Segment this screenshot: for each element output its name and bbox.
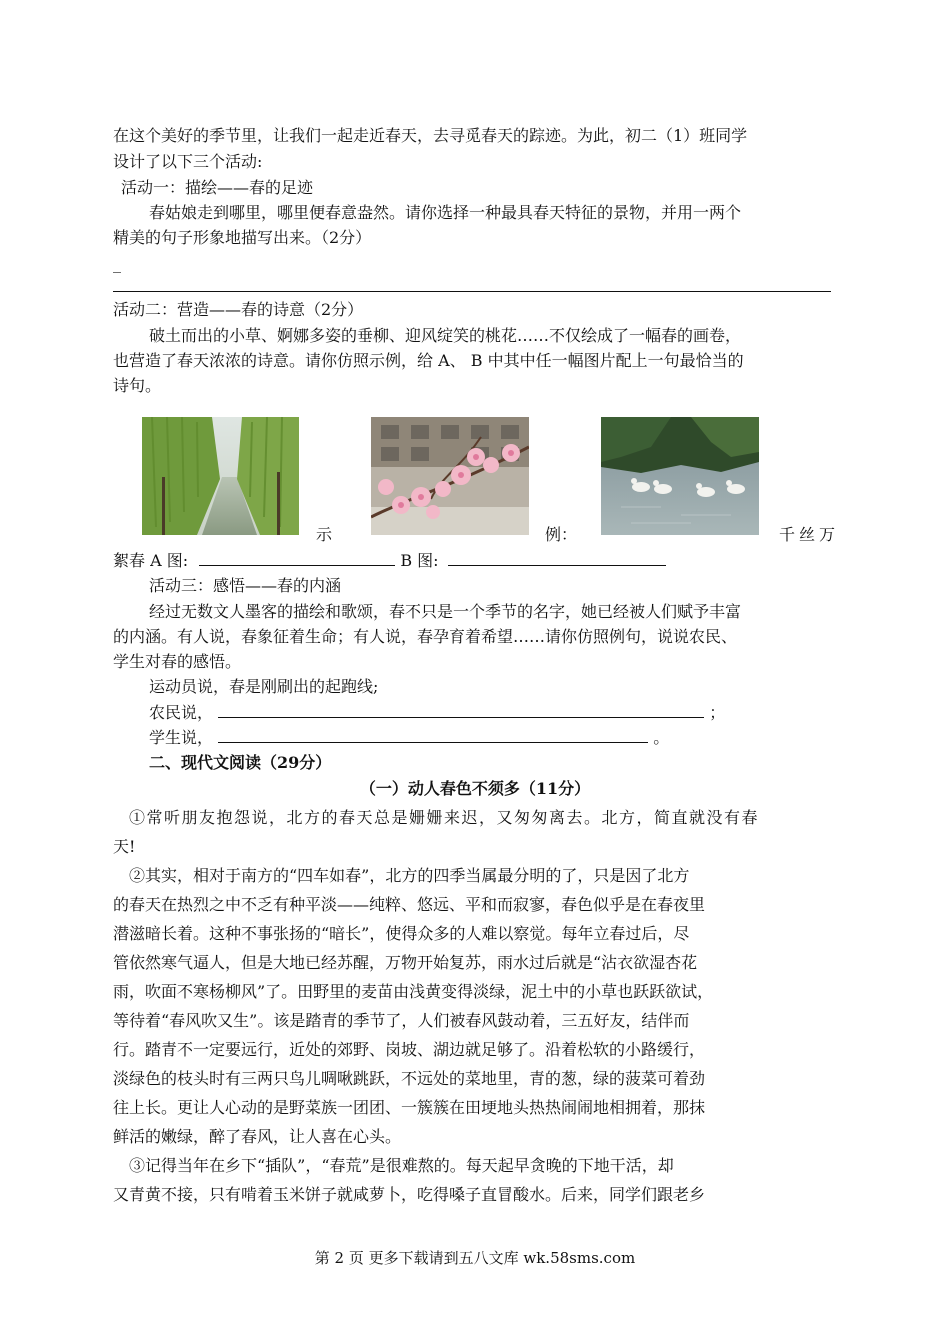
student-answer-line xyxy=(149,726,669,750)
example-label-li: 例： xyxy=(545,525,578,544)
section2-heading: 二、现代文阅读（29分） xyxy=(149,753,332,772)
article-paragraph-3 xyxy=(113,1151,843,1209)
p2-line: 潜滋暗长着。这种不事张扬的“暗长”，使得众多的人难以察觉。每年立春过后，尽 xyxy=(113,924,690,943)
intro-line-1: 在这个美好的季节里，让我们一起走近春天，去寻觅春天的踪迹。为此，初二（1）班同学 xyxy=(113,126,748,145)
student-blank xyxy=(218,726,648,743)
peach-blossom-image xyxy=(371,417,529,535)
intro-line-2: 设计了以下三个活动: xyxy=(113,152,263,171)
p2-line: 等待着“春风吹又生”。该是踏青的季节了，人们被春风鼓动着，三五好友，结伴而 xyxy=(113,1011,690,1030)
p1-line: ①常听朋友抱怨说，北方的春天总是姗姗来迟，又匆匆离去。北方，简直就没有春 xyxy=(129,808,760,827)
p1-line: 天! xyxy=(113,837,136,856)
willow-canal-image xyxy=(142,417,299,535)
activity2-line-1: 破土而出的小草、婀娜多姿的垂柳、迎风绽笑的桃花……不仅绘成了一幅春的画卷， xyxy=(149,326,742,345)
example-label-shi: 示 xyxy=(316,525,333,544)
page-footer: 第 2 页 更多下载请到五八文库 wk.58sms.com xyxy=(314,1249,636,1267)
activity3-title: 活动三：感悟——春的内涵 xyxy=(149,576,342,595)
student-label: 学生说， xyxy=(149,728,214,747)
activity1-answer-line xyxy=(113,291,831,292)
farmer-label: 农民说， xyxy=(149,703,214,722)
p2-line: 雨，吹面不寒杨柳风”了。田野里的麦苗由浅黄变得淡绿，泥土中的小草也跃跃欲试， xyxy=(113,982,714,1001)
activity1-line-1: 春姑娘走到哪里，哪里便春意盎然。请你选择一种最具春天特征的景物，并用一两个 xyxy=(149,203,742,222)
student-end: 。 xyxy=(653,728,670,747)
activity1-line-2: 精美的句子形象地描写出来。（2分） xyxy=(113,228,372,247)
activity3-line-2: 的内涵。有人说，春象征着生命；有人说，春孕育着希望……请你仿照例句，说说农民、 xyxy=(113,627,738,646)
farmer-blank xyxy=(218,701,704,718)
p2-line: 淡绿色的枝头时有三两只鸟儿啁啾跳跃，不远处的菜地里，青的葱，绿的菠菜可着劲 xyxy=(113,1069,706,1088)
p3-line: ③记得当年在乡下“插队”，“春荒”是很难熬的。每天起早贪晚的下地干活，却 xyxy=(129,1156,674,1175)
p2-line: 的春天在热烈之中不乏有种平淡——纯粹、悠远、平和而寂寥，春色似乎是在春夜里 xyxy=(113,895,706,914)
example-label-qiansi: 千丝万 xyxy=(779,525,840,544)
activity2-line-2: 也营造了春天浓浓的诗意。请你仿照示例，给 A、 B 中其中任一幅图片配上一句最恰当的 xyxy=(113,351,744,370)
p2-line: 鲜活的嫩绿，醉了春风，让人喜在心头。 xyxy=(113,1127,402,1146)
activity3-example: 运动员说，春是刚刷出的起跑线; xyxy=(149,677,379,696)
picture-answer-line xyxy=(113,549,666,573)
activity2-line-3: 诗句。 xyxy=(113,376,162,395)
p2-line: 行。踏青不一定要远行，近处的郊野、岗坡、湖边就足够了。沿着松软的小路缓行， xyxy=(113,1040,706,1059)
activity1-dash: _ xyxy=(113,254,121,273)
p2-line: 管依然寒气逼人，但是大地已经苏醒，万物开始复苏，雨水过后就是“沾衣欲湿杏花 xyxy=(113,953,698,972)
article-title: （一）动人春色不须多（11分） xyxy=(359,779,591,798)
activity1-title: 活动一：描绘——春的足迹 xyxy=(121,178,314,197)
picture-a-label: 絮春 A 图: xyxy=(113,551,189,570)
picture-a-blank xyxy=(199,549,395,566)
activity3-line-3: 学生对春的感悟。 xyxy=(113,652,242,671)
p3-line: 又青黄不接，只有啃着玉米饼子就咸萝卜，吃得嗓子直冒酸水。后来，同学们跟老乡 xyxy=(113,1185,706,1204)
activity2-title: 活动二：营造——春的诗意（2分） xyxy=(113,300,364,319)
p2-line: ②其实，相对于南方的“四车如春”，北方的四季当属最分明的了，只是因了北方 xyxy=(129,866,690,885)
activity3-line-1: 经过无数文人墨客的描绘和歌颂，春不只是一个季节的名字，她已经被人们赋予丰富 xyxy=(149,602,742,621)
farmer-end: ； xyxy=(709,703,726,722)
p2-line: 往上长。更让人心动的是野菜族一团团、一簇簇在田埂地头热热闹闹地相拥着，那抹 xyxy=(113,1098,706,1117)
farmer-answer-line xyxy=(149,701,725,725)
article-paragraph-1 xyxy=(113,803,843,861)
picture-b-label: B 图: xyxy=(400,551,439,570)
ducks-pond-image xyxy=(601,417,759,535)
picture-b-blank xyxy=(448,549,666,566)
article-paragraph-2 xyxy=(113,861,843,1151)
